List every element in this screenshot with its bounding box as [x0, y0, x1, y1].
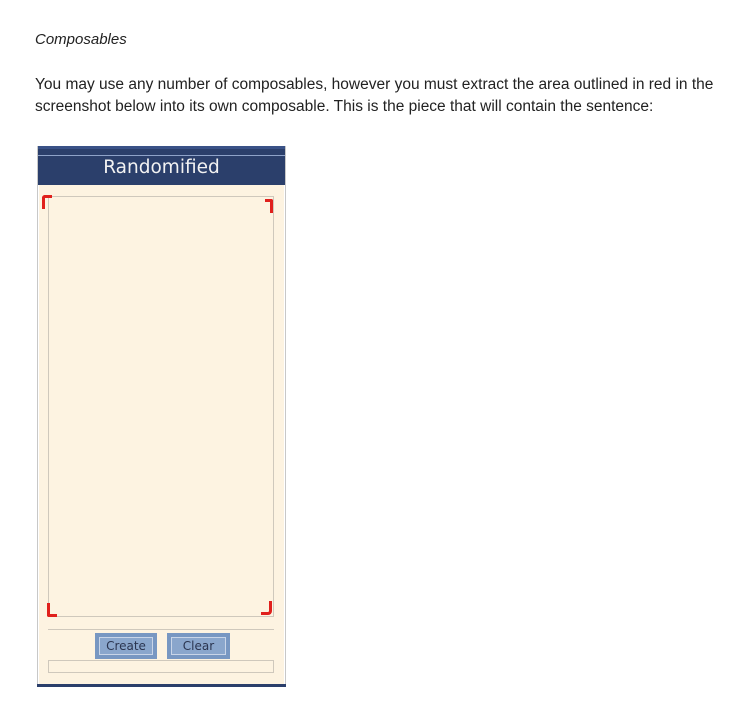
- red-outline-bottom-right-corner: [261, 601, 272, 615]
- bottom-row: [48, 661, 274, 673]
- create-button-label: Create: [99, 637, 153, 655]
- clear-button-label: Clear: [171, 637, 226, 655]
- create-button[interactable]: [95, 633, 157, 659]
- red-outline-top-left-corner: [42, 195, 52, 209]
- app-bottom-bar: [37, 684, 286, 687]
- app-screenshot: [37, 146, 286, 687]
- sentence-area: [48, 196, 274, 617]
- app-bar: [38, 146, 285, 185]
- instruction-paragraph: You may use any number of composables, however you must extract the area outlined in red in the screenshot below into its own composable. This is the piece that will contain the sentence:: [35, 76, 714, 115]
- button-row: [48, 629, 274, 661]
- section-heading: Composables: [35, 31, 127, 48]
- red-outline-bottom-left-corner: [47, 603, 57, 617]
- red-outline-top-right-corner: [265, 199, 273, 213]
- app-title: Randomified: [103, 157, 220, 178]
- clear-button[interactable]: [167, 633, 230, 659]
- app-bar-divider: [38, 155, 285, 156]
- app-content: [39, 185, 284, 685]
